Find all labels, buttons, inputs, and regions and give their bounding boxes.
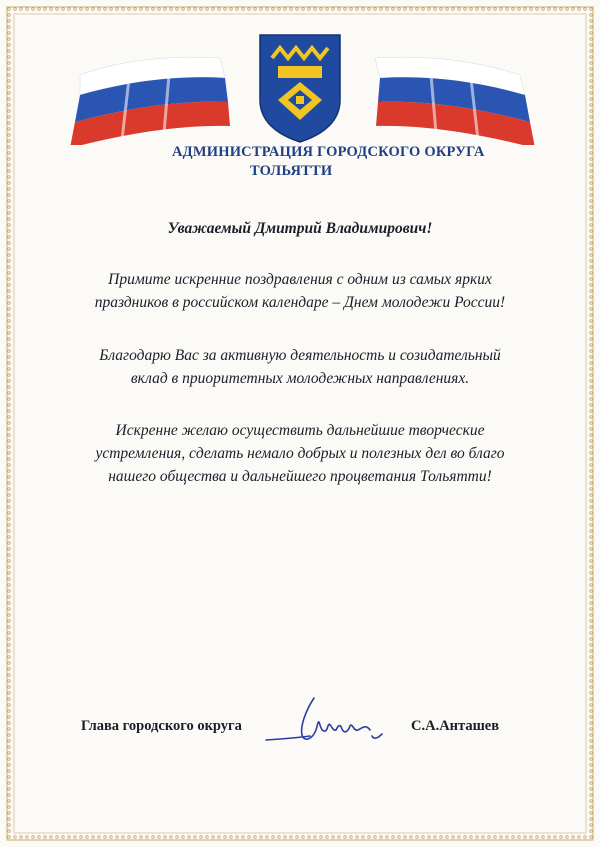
salutation: Уважаемый Дмитрий Владимирович! (167, 220, 433, 237)
paragraph-line: нашего общества и дальнейшего процветания Тольятти! (108, 468, 492, 485)
handwritten-signature-icon (262, 690, 387, 750)
letterhead (60, 30, 540, 190)
org-name-line2: ТОЛЬЯТТИ (250, 163, 333, 179)
paragraph-congratulation (60, 268, 540, 314)
paragraph-line: Искренне желаю осуществить дальнейшие творческие (115, 422, 485, 439)
org-name-line1: АДМИНИСТРАЦИЯ ГОРОДСКОГО ОКРУГА (172, 144, 485, 160)
paragraph-wishes (60, 419, 540, 488)
signatory-name: С.А.Анташев (411, 718, 500, 734)
tolyatti-emblem-icon (260, 35, 340, 142)
paragraph-line: праздников в российском календаре – Днем молодежи России! (94, 294, 506, 311)
paragraph-line: Благодарю Вас за активную деятельность и созидательный (99, 347, 501, 364)
paragraph-line: Примите искренние поздравления с одним из самых ярких (108, 271, 492, 288)
paragraph-line: устремления, сделать немало добрых и полезных дел во благо (95, 445, 505, 462)
flag-banner (60, 30, 540, 145)
signatory-title: Глава городского округа (81, 718, 242, 734)
paragraph-gratitude (60, 344, 540, 390)
paragraph-line: вклад в приоритетных молодежных направлениях. (130, 370, 470, 387)
